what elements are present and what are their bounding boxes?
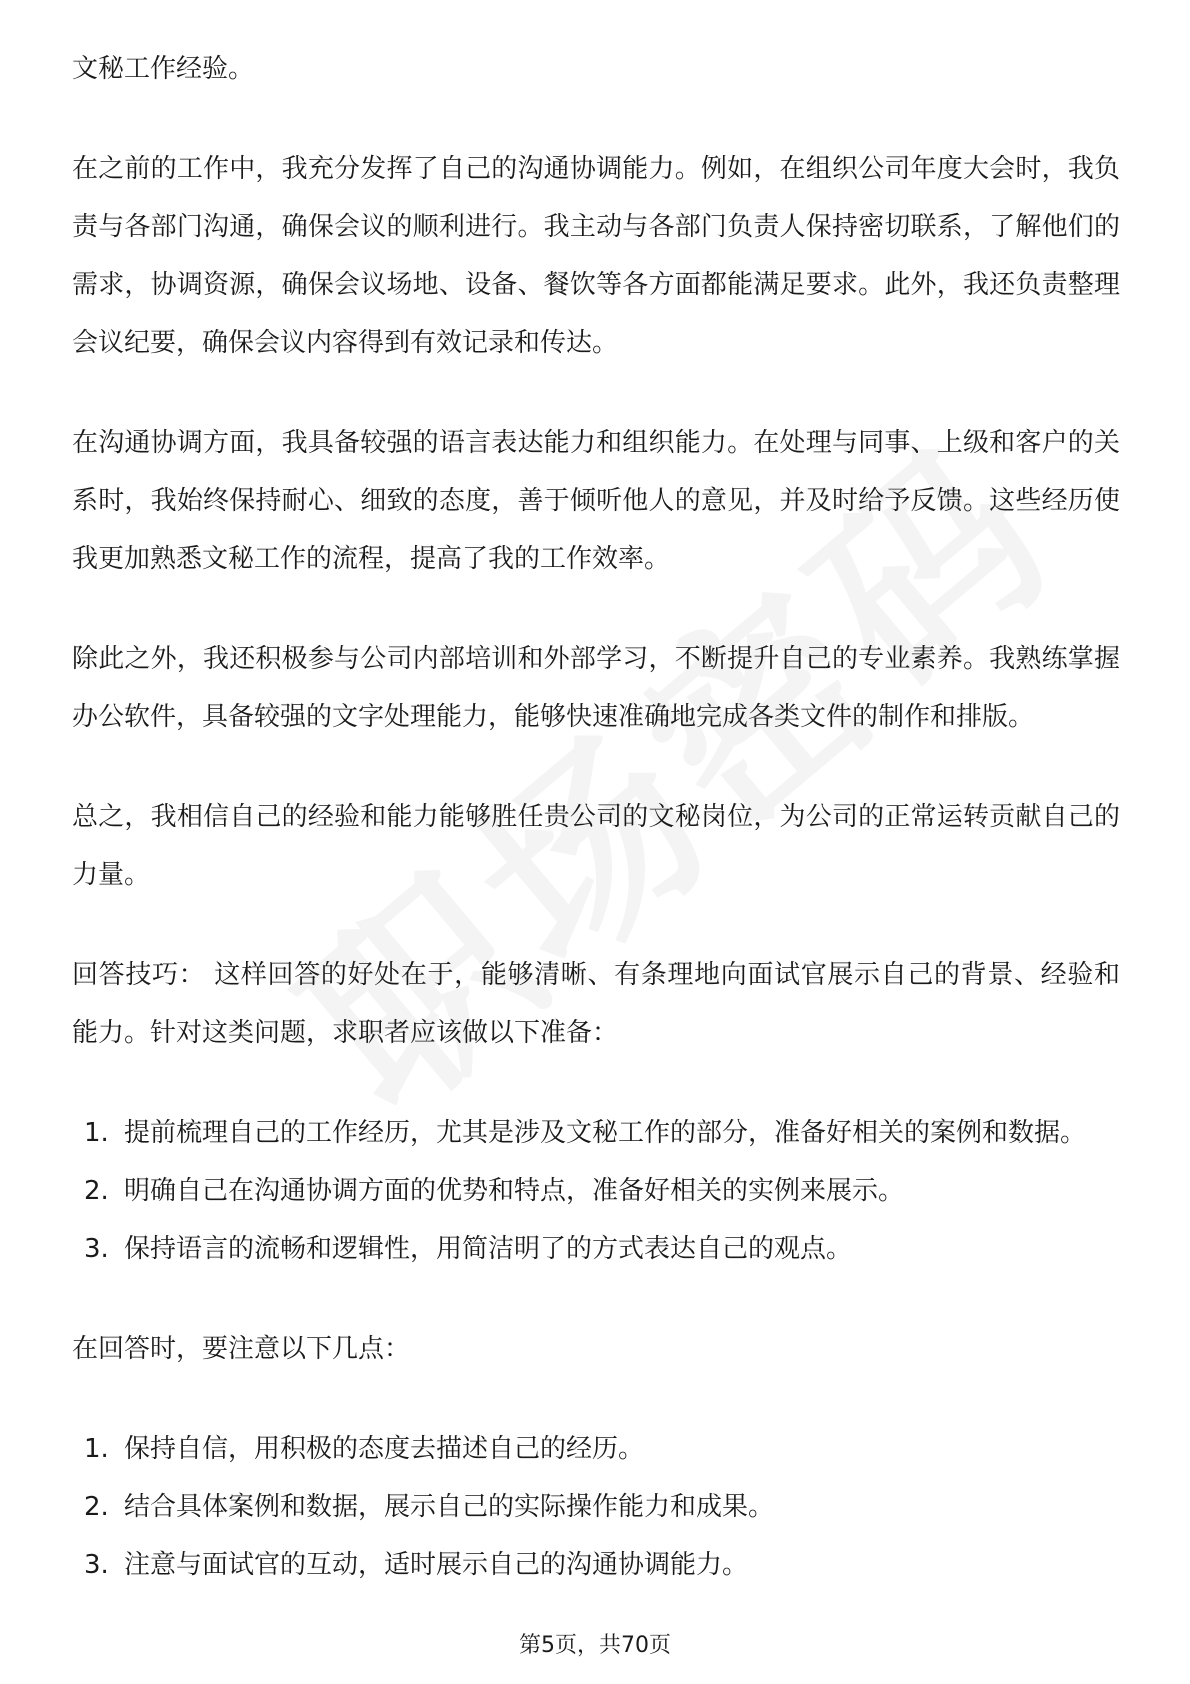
paragraph-conclusion: 总之，我相信自己的经验和能力能够胜任贵公司的文秘岗位，为公司的正常运转贡献自己的力量。 — [72, 802, 1120, 890]
notes-list — [72, 1420, 1120, 1594]
list-number: 1. — [84, 1434, 109, 1464]
list-item-text: 提前梳理自己的工作经历，尤其是涉及文秘工作的部分，准备好相关的案例和数据。 — [124, 1118, 1087, 1148]
list-item-text: 结合具体案例和数据，展示自己的实际操作能力和成果。 — [124, 1492, 775, 1522]
list-number: 3. — [84, 1234, 109, 1264]
paragraph-communication-example: 在之前的工作中，我充分发挥了自己的沟通协调能力。例如，在组织公司年度大会时，我负责与各部门沟通，确保会议的顺利进行。我主动与各部门负责人保持密切联系，了解他们的需求，协调资源，确保会议场地、设备、餐饮等各方面都能满足要求。此外，我还负责整理会议纪要，确保会议内容得到有效记录和传达。 — [72, 154, 1120, 358]
paragraph-communication-skills: 在沟通协调方面，我具备较强的语言表达能力和组织能力。在处理与同事、上级和客户的关系时，我始终保持耐心、细致的态度，善于倾听他人的意见，并及时给予反馈。这些经历使我更加熟悉文秘工作的流程，提高了我的工作效率。 — [72, 428, 1120, 574]
paragraph-continuation: 文秘工作经验。 — [72, 54, 255, 84]
list-number: 2. — [84, 1492, 109, 1522]
list-number: 1. — [84, 1118, 109, 1148]
list-item — [72, 1162, 1120, 1220]
list-item — [72, 1220, 1120, 1278]
list-item — [72, 1478, 1120, 1536]
list-item — [72, 1536, 1120, 1594]
list-item-text: 保持语言的流畅和逻辑性，用简洁明了的方式表达自己的观点。 — [124, 1234, 853, 1264]
preparation-list — [72, 1104, 1120, 1278]
page-number-footer: 第5页，共70页 — [519, 1633, 671, 1658]
paragraph-learning: 除此之外，我还积极参与公司内部培训和外部学习，不断提升自己的专业素养。我熟练掌握办公软件，具备较强的文字处理能力，能够快速准确地完成各类文件的制作和排版。 — [72, 644, 1120, 732]
list-item — [72, 1420, 1120, 1478]
paragraph-answer-tips: 回答技巧： 这样回答的好处在于，能够清晰、有条理地向面试官展示自己的背景、经验和能力。针对这类问题，求职者应该做以下准备： — [72, 960, 1120, 1048]
list-item — [72, 1104, 1120, 1162]
paragraph-notes-intro: 在回答时，要注意以下几点： — [72, 1334, 411, 1364]
list-item-text: 保持自信，用积极的态度去描述自己的经历。 — [124, 1434, 645, 1464]
page-content — [72, 40, 1120, 1636]
list-item-text: 注意与面试官的互动，适时展示自己的沟通协调能力。 — [124, 1550, 749, 1580]
list-number: 2. — [84, 1176, 109, 1206]
list-number: 3. — [84, 1550, 109, 1580]
list-item-text: 明确自己在沟通协调方面的优势和特点，准备好相关的实例来展示。 — [124, 1176, 905, 1206]
